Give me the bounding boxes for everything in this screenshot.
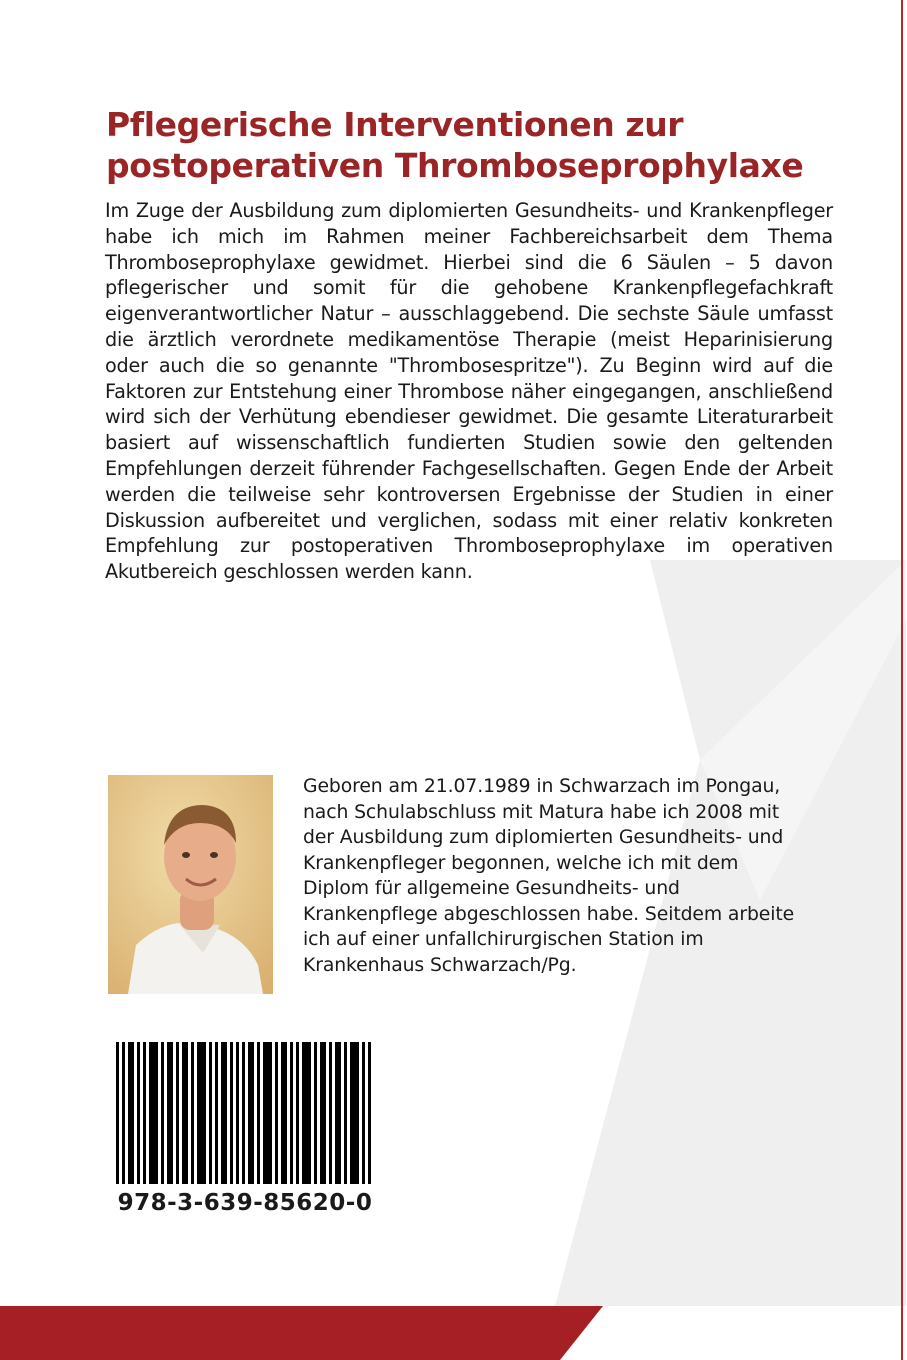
bio-line: Krankenpflege abgeschlossen habe. Seitdem arbeite bbox=[303, 903, 795, 925]
author-photo bbox=[108, 775, 273, 994]
barcode-area bbox=[110, 1030, 380, 1228]
book-blurb: Im Zuge der Ausbildung zum diplomierten Gesundheits- und Krankenpfleger habe ich mich im Rahmen meiner Fachbereichsarbeit dem Thema Thromboseprophylaxe gewidmet. Hierbei sind die 6 Säulen – 5 davon pflegerischer und somit für die gehobene Krankenpflegefachkraft eigenverantwortlicher Natur – ausschlaggebend. Die sechste Säule umfasst die ärztlich verordnete medikamentöse Therapie (meist Heparinisierung oder auch die so genannte "Thrombosespritze"). Zu Beginn wird auf die Faktoren zur Entstehung einer Thrombose näher eingegangen, anschließend wird sich der Verhütung ebendieser gewidmet. Die gesamte Literaturarbeit basiert auf wissenschaftlich fundierten Studien sowie den geltenden Empfehlungen derzeit führender Fachgesellschaften. Gegen Ende der Arbeit werden die teilweise sehr kontroversen Ergebnisse der Studien in einer Diskussion aufbereitet und verglichen, sodass mit einer relativ konkreten Empfehlung zur postoperativen Thromboseprophylaxe im operativen Akutbereich geschlossen werden kann. bbox=[105, 199, 833, 584]
bio-line: Krankenpfleger begonnen, welche ich mit dem bbox=[303, 852, 739, 874]
bio-line: ich auf einer unfallchirurgischen Station im bbox=[303, 929, 704, 950]
author-bio bbox=[303, 774, 873, 978]
spine-edge-line bbox=[901, 0, 903, 1360]
bio-line: Diplom für allgemeine Gesundheits- und bbox=[303, 878, 680, 899]
title-line-2: postoperativen Thromboseprophylaxe bbox=[106, 146, 804, 185]
title-line-1: Pflegerische Interventionen zur bbox=[106, 105, 684, 144]
book-title bbox=[106, 104, 846, 186]
barcode-icon bbox=[116, 1042, 374, 1184]
bio-line: Geboren am 21.07.1989 in Schwarzach im Pongau, bbox=[303, 776, 781, 797]
bio-line: Krankenhaus Schwarzach/Pg. bbox=[303, 954, 577, 976]
bio-line: nach Schulabschluss mit Matura habe ich 2008 mit bbox=[303, 801, 780, 823]
bottom-red-band bbox=[0, 1306, 907, 1360]
bio-line: der Ausbildung zum diplomierten Gesundheits- und bbox=[303, 827, 784, 848]
isbn-number: 978-3-639-85620-0 bbox=[117, 1190, 373, 1216]
